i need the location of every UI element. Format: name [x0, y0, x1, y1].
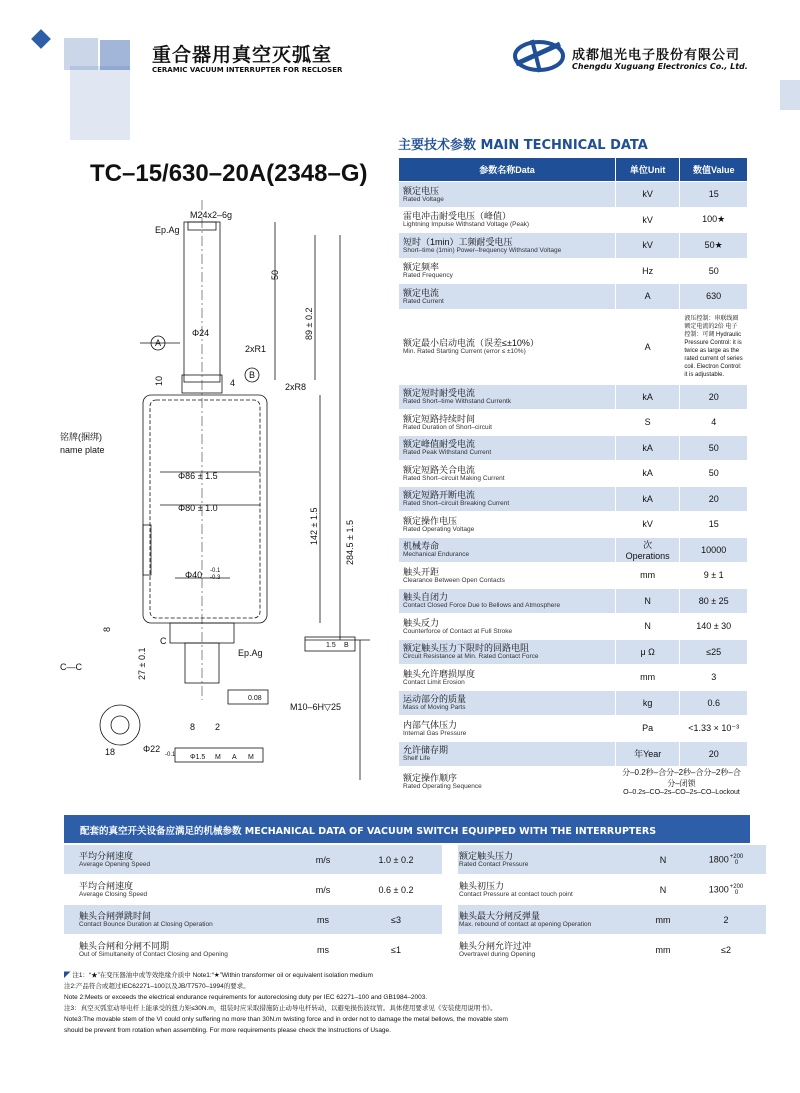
- mech-name-cn: 触头最大分闸反弹量: [459, 911, 541, 921]
- label-dia-40-tol-dn: -0.3: [210, 575, 221, 581]
- data-row: [399, 588, 748, 614]
- param-cell: [399, 486, 616, 512]
- notes: [64, 970, 754, 1036]
- company-name-cn: 成都旭光电子股份有限公司: [572, 48, 741, 63]
- label-dia-40: Φ40: [185, 570, 203, 580]
- label-tol-pos-a: A: [232, 754, 237, 761]
- param-cell: [399, 182, 616, 208]
- param-name-en: Internal Gas Pressure: [403, 729, 467, 737]
- data-row: [399, 182, 748, 208]
- mech-tol-up: +200: [729, 883, 744, 890]
- mech-tol-dn: 0: [734, 859, 739, 866]
- col-header-unit: 单位Unit: [615, 158, 679, 182]
- param-name-en: Rated Short–time Withstand Currentk: [403, 398, 512, 406]
- param-cell: [399, 614, 616, 640]
- param-cell: [399, 741, 616, 767]
- mech-unit: N: [640, 845, 686, 875]
- mech-value: ≤1: [350, 935, 442, 965]
- note-arrow-icon: ◤: [64, 972, 73, 979]
- mech-unit: mm: [640, 905, 686, 935]
- col-header-value: 数值Value: [680, 158, 748, 182]
- data-row: [399, 384, 748, 410]
- value-cell: 20: [680, 384, 748, 410]
- mech-value: 1300: [708, 883, 729, 894]
- note-line: Note3:The movable stem of the VI could only suffering no more than 30N.m twisting force and in order not to damage the metal bellows, the movable stem: [64, 1016, 508, 1023]
- mech-value: ≤3: [350, 905, 442, 935]
- label-thread-bot: M10–6H▽25: [290, 702, 341, 712]
- data-row: [399, 258, 748, 284]
- unit-cell: kV: [615, 207, 679, 233]
- param-name-en: Counterforce of Contact at Full Stroke: [403, 627, 513, 635]
- param-name-en: Rated Current: [403, 297, 444, 305]
- mech-unit: ms: [296, 905, 350, 935]
- data-row: [399, 741, 748, 767]
- label-dim-8: 8: [102, 626, 112, 632]
- param-name-cn: 触头允许磨损厚度: [403, 668, 476, 679]
- unit-cell: 次 Operations: [615, 537, 679, 563]
- data-row: [399, 537, 748, 563]
- mech-value: 1.0 ± 0.2: [350, 845, 442, 875]
- data-row: [399, 435, 748, 461]
- note-line: 注3：真空灭弧室动导电杆上能承受的扭力矩≤30N.m，组装时应采取措施防止动导电杆转动，以避免损伤波纹管。具体使用要求见《安装使用说明书》。: [64, 1005, 497, 1012]
- mech-param: [458, 905, 640, 935]
- mech-unit: N: [640, 875, 686, 905]
- param-cell: [399, 665, 616, 691]
- mech-name-cn: 触头合闸和分闸不同期: [79, 941, 170, 951]
- param-name-en: Circuit Resistance at Min. Rated Contact Force: [403, 653, 539, 661]
- param-name-cn: 额定触头压力下限时的回路电阻: [403, 643, 530, 654]
- param-cell: [399, 690, 616, 716]
- param-name-cn: 额定操作顺序: [403, 773, 458, 783]
- mech-value-cell: [686, 905, 766, 935]
- mech-row: [64, 875, 766, 905]
- mech-name-cn: 额定触头压力: [459, 851, 514, 861]
- value-cell: 50: [680, 435, 748, 461]
- title-cn: 重合器用真空灭弧室: [152, 44, 333, 66]
- param-cell: [399, 563, 616, 589]
- param-name-cn: 运动部分的质量: [403, 694, 467, 705]
- label-dim-4: 4: [230, 378, 236, 388]
- mech-value-cell: [686, 875, 766, 905]
- label-dia-22-tol: -0.1: [165, 752, 176, 758]
- mech-row: [64, 845, 766, 875]
- param-name-cn: 额定短时耐受电流: [403, 388, 476, 399]
- mech-unit: mm: [640, 935, 686, 965]
- data-row: [399, 665, 748, 691]
- value-cell: 液压控制：串联线圈额定电流的2倍 电子控制：可调 Hydraulic Pressure Control: it is twice as large as the rated current of series coil. Electron Control: it is adjustable.: [680, 309, 748, 384]
- unit-cell: kA: [615, 461, 679, 487]
- param-name-cn: 额定短路关合电流: [403, 464, 476, 475]
- technical-drawing: [50, 200, 390, 780]
- unit-cell: kV: [615, 233, 679, 259]
- mech-name-en: Contact Pressure at contact touch point: [459, 891, 573, 898]
- param-cell: [399, 435, 616, 461]
- label-tol-pos-m2: M: [248, 754, 254, 761]
- mech-name-cn: 触头分闸允许过冲: [459, 941, 532, 951]
- param-name-en: Min. Rated Starting Current (error ≤ ±10%): [403, 348, 526, 355]
- param-cell: [399, 512, 616, 538]
- unit-cell: 年Year: [615, 741, 679, 767]
- param-name-en: Rated Frequency: [403, 272, 453, 280]
- data-row: [399, 486, 748, 512]
- unit-cell: Hz: [615, 258, 679, 284]
- unit-cell: kV: [615, 182, 679, 208]
- value-cell: 9 ± 1: [680, 563, 748, 589]
- value-cell: 10000: [680, 537, 748, 563]
- label-dia-86: Φ86 ± 1.5: [178, 471, 218, 481]
- label-dim-2: 2: [215, 722, 221, 732]
- data-row: [399, 639, 748, 665]
- unit-cell: A: [615, 284, 679, 310]
- label-dim-142: 142 ± 1.5: [309, 507, 319, 545]
- unit-cell: kA: [615, 435, 679, 461]
- mech-name-en: Average Closing Speed: [79, 891, 148, 898]
- label-nameplate-en: name plate: [60, 445, 105, 455]
- main-data-title: 主要技术参数 MAIN TECHNICAL DATA: [398, 138, 648, 153]
- data-row: [399, 563, 748, 589]
- value-cell: ≤25: [680, 639, 748, 665]
- value-cell: 80 ± 25: [680, 588, 748, 614]
- mech-tol-up: +200: [729, 853, 744, 860]
- mech-row: [64, 935, 766, 965]
- unit-cell: Pa: [615, 716, 679, 742]
- param-name-cn: 允许储存期: [403, 745, 449, 756]
- value-cell: 15: [680, 182, 748, 208]
- value-cell: 50: [680, 258, 748, 284]
- logo-square-1: [31, 29, 51, 49]
- mech-name-cn: 触头合闸弹跳时间: [79, 911, 152, 921]
- label-tol-par: 1.5: [326, 642, 336, 649]
- label-radius-8: 2xR8: [285, 382, 307, 392]
- label-section-cc: C—C: [60, 662, 82, 672]
- title-en: CERAMIC VACUUM INTERRUPTER FOR RECLOSER: [152, 66, 343, 74]
- data-row: [399, 309, 748, 384]
- param-name-cn: 额定峰值耐受电流: [403, 439, 476, 450]
- param-name-en: Clearance Between Open Contacts: [403, 576, 505, 584]
- label-dia-40-tol-up: -0.1: [210, 568, 221, 574]
- label-dim-50: 50: [270, 269, 280, 280]
- param-name-en: Rated Short–circuit Breaking Current: [403, 500, 510, 508]
- mech-name-en: Rated Contact Pressure: [459, 861, 529, 868]
- col-header-data: 参数名称Data: [399, 158, 616, 182]
- label-dia-22: Φ22: [143, 744, 161, 754]
- param-name-en: Rated Voltage: [403, 195, 444, 203]
- value-cell: 20: [680, 741, 748, 767]
- mech-unit: m/s: [296, 875, 350, 905]
- label-datum-a: A: [155, 338, 162, 348]
- param-name-cn: 内部气体压力: [403, 719, 458, 730]
- sequence-cell: [615, 767, 747, 797]
- mech-title: 配套的真空开关设备应满足的机械参数 MECHANICAL DATA OF VACUUM SWITCH EQUIPPED WITH THE INTERRUPTERS: [80, 826, 657, 837]
- label-dim-18: 18: [105, 747, 116, 757]
- param-name-cn: 额定频率: [403, 262, 440, 273]
- param-cell: [399, 537, 616, 563]
- value-cell: 20: [680, 486, 748, 512]
- param-name-en: Lightning Impulse Withstand Voltage (Peak): [403, 221, 530, 229]
- label-plating-bot: Ep.Ag: [238, 648, 263, 658]
- data-row: [399, 284, 748, 310]
- data-row: [399, 767, 748, 797]
- data-row: [399, 233, 748, 259]
- logo-square-4: [100, 40, 130, 70]
- unit-cell: kg: [615, 690, 679, 716]
- unit-cell: mm: [615, 563, 679, 589]
- label-dim-10: 10: [154, 375, 164, 386]
- param-cell: [399, 233, 616, 259]
- unit-cell: mm: [615, 665, 679, 691]
- param-name-en: Rated Operating Voltage: [403, 525, 475, 533]
- param-name-en: Shelf Life: [403, 755, 431, 763]
- label-tol-pos-m: M: [215, 754, 221, 761]
- note-line: Note 2:Meets or exceeds the electrical endurance requirements for autoreclosing duty per IEC 62271–100 and GB1984–2003.: [64, 994, 428, 1001]
- label-dim-27: 27 ± 0.1: [137, 647, 147, 680]
- sequence-cn: 分–0.2秒–合分–2秒–合分–2秒–合分–闭锁: [622, 768, 741, 788]
- param-name-en: Rated Short–circuit Making Current: [403, 474, 505, 482]
- unit-cell: A: [615, 309, 679, 384]
- value-cell: 100★: [680, 207, 748, 233]
- param-name-en: Contact Limit Erosion: [403, 678, 465, 686]
- unit-cell: N: [615, 588, 679, 614]
- param-name-cn: 机械寿命: [403, 541, 440, 552]
- label-dia-24: Φ24: [192, 328, 210, 338]
- param-cell: [399, 410, 616, 436]
- param-cell: [399, 207, 616, 233]
- param-name-cn: 雷电冲击耐受电压（峰值）: [403, 211, 512, 222]
- data-row: [399, 410, 748, 436]
- param-name-cn: 触头自闭力: [403, 592, 449, 603]
- value-cell: <1.33 × 10⁻³: [680, 716, 748, 742]
- mech-value-cell: [686, 935, 766, 965]
- mech-name-en: Max. rebound of contact at opening Operation: [459, 921, 592, 928]
- param-name-cn: 额定短路持续时间: [403, 413, 476, 424]
- mech-unit: ms: [296, 935, 350, 965]
- mech-param: [458, 875, 640, 905]
- param-name-en: Rated Duration of Short–circuit: [403, 423, 492, 431]
- value-cell: 15: [680, 512, 748, 538]
- param-name-cn: 额定最小启动电流（误差≤±10%）: [403, 338, 539, 348]
- value-cell: 3: [680, 665, 748, 691]
- value-cell: 630: [680, 284, 748, 310]
- value-cell: 50★: [680, 233, 748, 259]
- label-dia-80: Φ80 ± 1.0: [178, 503, 218, 513]
- company-logo-icon: [510, 36, 568, 76]
- param-cell: [399, 309, 616, 384]
- param-cell: [399, 767, 616, 797]
- header-stripe: [780, 80, 800, 110]
- unit-cell: S: [615, 410, 679, 436]
- label-thread: M24x2–6g: [190, 210, 233, 220]
- mech-row: [64, 905, 766, 935]
- model-title: TC–15/630–20A(2348–G): [90, 160, 368, 187]
- mech-value: 0.6 ± 0.2: [350, 875, 442, 905]
- label-section-c: C: [160, 636, 167, 646]
- label-tol-flat: 0.08: [248, 695, 262, 702]
- mech-unit: m/s: [296, 845, 350, 875]
- param-cell: [399, 588, 616, 614]
- note-line: should be prevent from rotation when assembling. For more requirements please check the Instructions of Usage.: [64, 1027, 391, 1034]
- mech-name-cn: 触头初压力: [459, 881, 505, 891]
- mech-param: [458, 845, 640, 875]
- mech-name-cn: 平均分闸速度: [79, 851, 134, 861]
- label-nameplate-cn: 铭牌(捆绑): [60, 432, 102, 442]
- data-row: [399, 614, 748, 640]
- param-name-en: Mass of Moving Parts: [403, 704, 466, 712]
- param-cell: [399, 639, 616, 665]
- param-name-cn: 额定操作电压: [403, 515, 458, 526]
- unit-cell: kV: [615, 512, 679, 538]
- mech-value: ≤2: [721, 944, 731, 955]
- mech-name-en: Contact Bounce Duration at Closing Operation: [79, 921, 213, 928]
- mech-param: [78, 935, 296, 965]
- param-cell: [399, 461, 616, 487]
- value-cell: 50: [680, 461, 748, 487]
- label-dim-89: 89 ± 0.2: [304, 307, 314, 340]
- param-name-cn: 额定短路开断电流: [403, 490, 476, 501]
- label-radius-1: 2xR1: [245, 344, 267, 354]
- sequence-en: O–0.2s–CO–2s–CO–2s–CO–Lockout: [623, 789, 740, 796]
- mech-param: [78, 905, 296, 935]
- param-cell: [399, 258, 616, 284]
- main-data-table: [398, 157, 748, 797]
- param-name-cn: 额定电流: [403, 287, 440, 298]
- mech-name-en: Out of Simultaneity of Contact Closing and Opening: [79, 951, 228, 958]
- param-name-cn: 触头开距: [403, 566, 440, 577]
- param-name-cn: 触头反力: [403, 617, 440, 628]
- param-cell: [399, 716, 616, 742]
- unit-cell: kA: [615, 384, 679, 410]
- param-name-en: Rated Operating Sequence: [403, 783, 482, 790]
- param-cell: [399, 384, 616, 410]
- data-row: [399, 716, 748, 742]
- mech-value: 1800: [708, 853, 729, 864]
- mech-param: [458, 935, 640, 965]
- value-cell: 4: [680, 410, 748, 436]
- data-row: [399, 512, 748, 538]
- param-name-en: Short–time (1min) Power–frequency Withstand Voltage: [403, 246, 562, 254]
- label-tol-par-ref: B: [344, 642, 349, 649]
- mech-param: [78, 875, 296, 905]
- param-name-cn: 额定电压: [403, 185, 440, 196]
- note-line: ◤ 注1：“★”在变压器油中或等效绝缘介质中 Note1:“★”Within transformer oil or equivalent isolation medium: [64, 972, 373, 979]
- unit-cell: N: [615, 614, 679, 640]
- mech-name-en: Overtravel during Opening: [459, 951, 536, 958]
- mech-tol-dn: 0: [734, 889, 739, 896]
- mech-value: 2: [723, 914, 729, 925]
- param-name-en: Contact Closed Force Due to Bellows and Atmosphere: [403, 602, 561, 610]
- label-dim-8b: 8: [190, 722, 196, 732]
- param-name-en: Mechanical Endurance: [403, 551, 470, 559]
- mech-name-en: Average Opening Speed: [79, 861, 151, 868]
- logo-square-3: [70, 66, 130, 140]
- company-name-en: Chengdu Xuguang Electronics Co., Ltd.: [572, 62, 748, 71]
- note-line: 注2:产品符合或超过IEC62271–100以及JB/T7570–1994的要求。: [64, 983, 250, 990]
- param-name-en: Rated Peak Withstand Current: [403, 449, 492, 457]
- value-cell: 140 ± 30: [680, 614, 748, 640]
- label-datum-b: B: [249, 370, 256, 380]
- mech-name-cn: 平均合闸速度: [79, 881, 134, 891]
- label-tol-pos: Φ1.5: [190, 754, 206, 761]
- mech-param: [78, 845, 296, 875]
- mech-data-table: [64, 845, 766, 965]
- value-cell: 0.6: [680, 690, 748, 716]
- data-row: [399, 207, 748, 233]
- label-dim-284: 284.5 ± 1.5: [345, 520, 355, 565]
- label-plating-top: Ep.Ag: [155, 225, 180, 235]
- mech-value-cell: [686, 845, 766, 875]
- param-name-cn: 短时（1min）工频耐受电压: [403, 236, 513, 247]
- param-cell: [399, 284, 616, 310]
- data-row: [399, 690, 748, 716]
- unit-cell: kA: [615, 486, 679, 512]
- data-row: [399, 461, 748, 487]
- unit-cell: μ Ω: [615, 639, 679, 665]
